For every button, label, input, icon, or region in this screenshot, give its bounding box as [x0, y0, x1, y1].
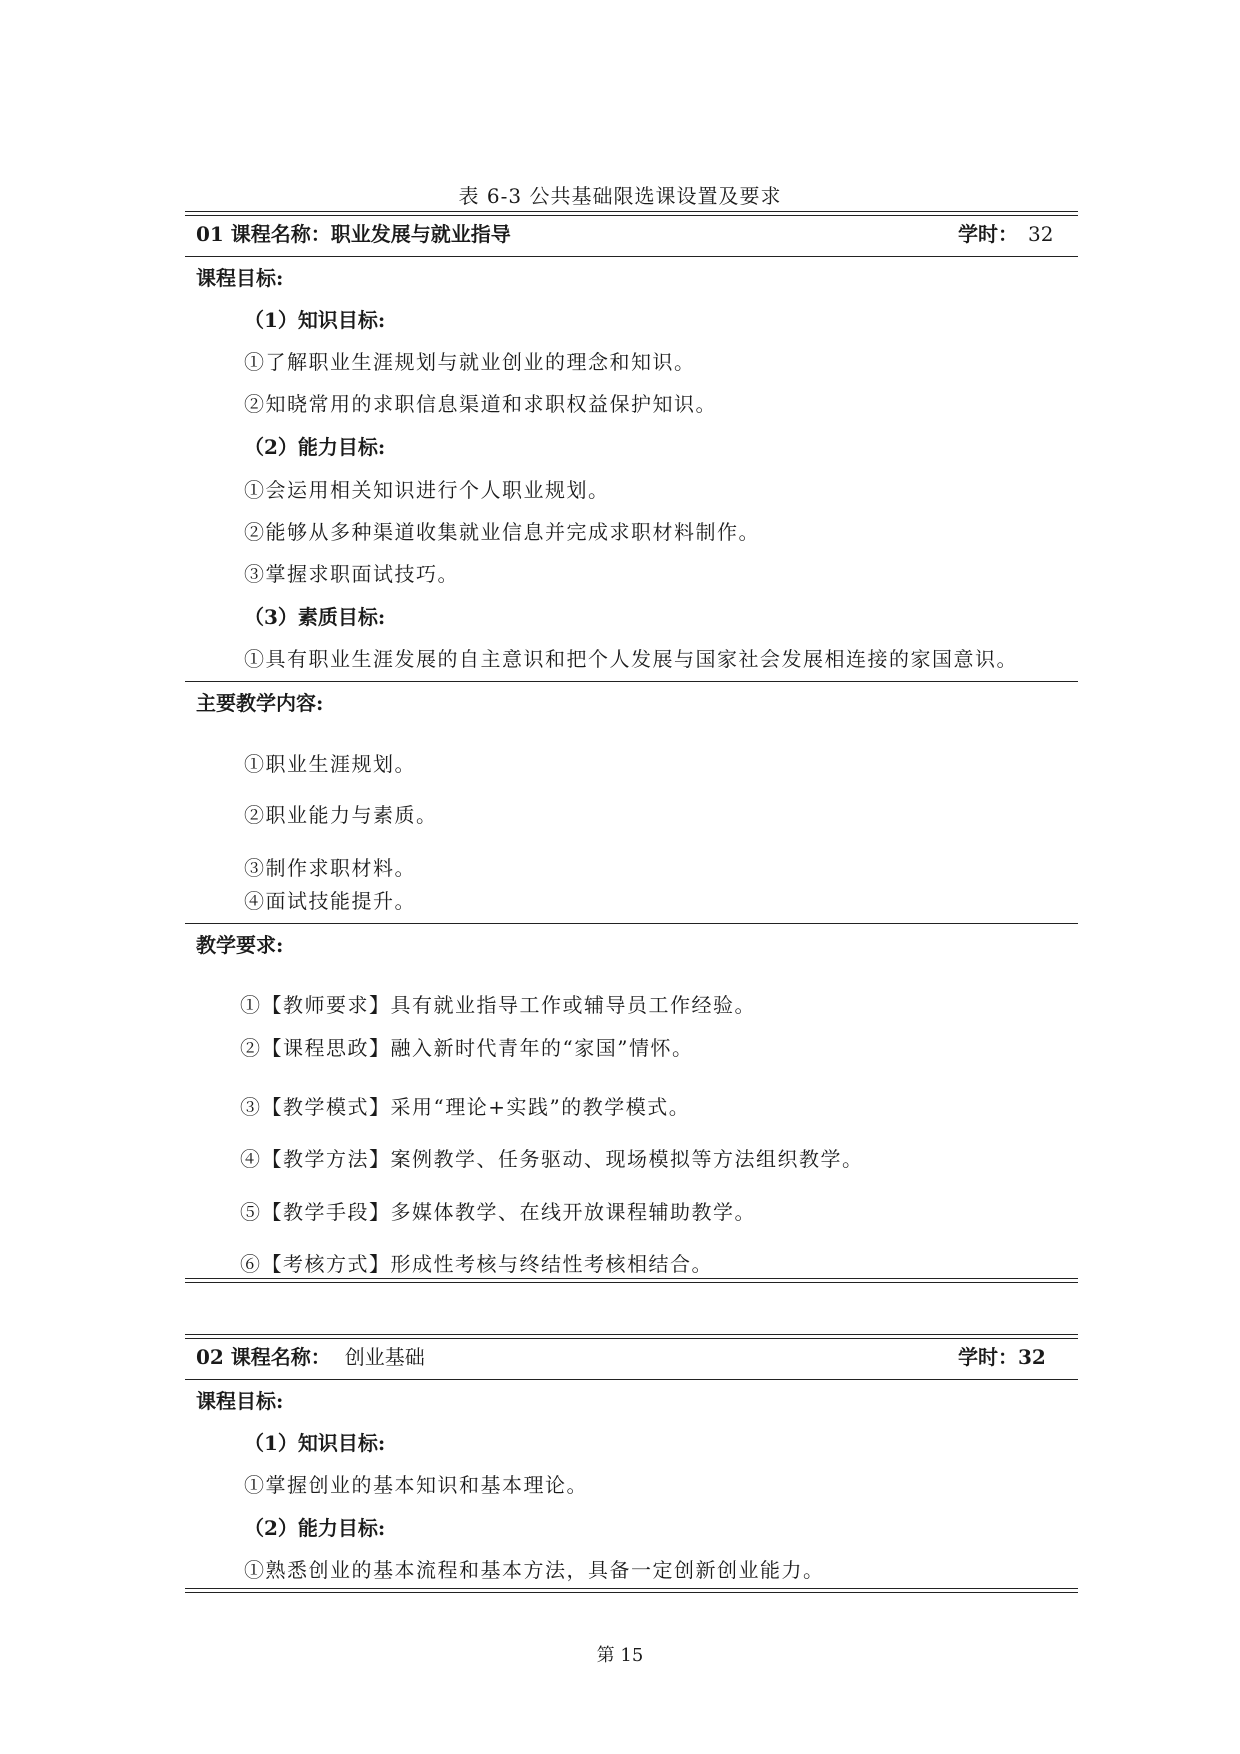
- course1-req-item: ④【教学方法】案例教学、任务驱动、现场模拟等方法组织教学。: [240, 1147, 864, 1171]
- course1-ability-label: （2）能力目标:: [244, 435, 386, 459]
- course2-ability-label: （2）能力目标:: [244, 1516, 386, 1540]
- course1-req-item: ⑥【考核方式】形成性考核与终结性考核相结合。: [240, 1252, 713, 1276]
- table-caption: 表 6-3 公共基础限选课设置及要求: [458, 184, 782, 208]
- course2-goals-label: 课程目标:: [196, 1389, 284, 1413]
- course1-content-item: ②职业能力与素质。: [244, 803, 438, 827]
- course1-req-item: ②【课程思政】融入新时代青年的“家国”情怀。: [240, 1036, 694, 1060]
- course2-knowledge-item: ①掌握创业的基本知识和基本理论。: [244, 1473, 588, 1497]
- course1-content-item: ①职业生涯规划。: [244, 752, 416, 776]
- course1-quality-label: （3）素质目标:: [244, 605, 386, 629]
- table-top-border: [185, 1334, 1078, 1339]
- course1-content-item: ④面试技能提升。: [244, 889, 416, 913]
- divider: [185, 681, 1078, 682]
- course1-ability-item: ②能够从多种渠道收集就业信息并完成求职材料制作。: [244, 520, 760, 544]
- course1-knowledge-label: （1）知识目标:: [244, 308, 386, 332]
- course2-title-prefix: 02 课程名称：: [196, 1345, 331, 1369]
- divider: [185, 1379, 1078, 1380]
- course1-content-item: ③制作求职材料。: [244, 856, 416, 880]
- table-bottom-border: [185, 1588, 1078, 1593]
- course1-hours-value: 32: [1028, 222, 1054, 246]
- page-number: 第 15: [596, 1645, 644, 1666]
- course1-hours: [958, 218, 1053, 247]
- course1-hours-label: 学时：: [958, 222, 1018, 246]
- divider: [185, 923, 1078, 924]
- table-bottom-border: [185, 1278, 1078, 1283]
- course1-req-item: ③【教学模式】采用“理论+实践”的教学模式。: [240, 1095, 691, 1119]
- course2-hours-value: 32: [1018, 1345, 1046, 1369]
- course1-req-item: ⑤【教学手段】多媒体教学、在线开放课程辅助教学。: [240, 1200, 756, 1224]
- course1-req-label: 教学要求:: [196, 933, 284, 957]
- course1-ability-item: ③掌握求职面试技巧。: [244, 562, 459, 586]
- course2-hours-label: 学时：: [958, 1345, 1018, 1369]
- course2-hours: [958, 1341, 1046, 1370]
- course1-title-prefix: 01 课程名称：: [196, 222, 331, 246]
- course2-ability-item: ①熟悉创业的基本流程和基本方法，具备一定创新创业能力。: [244, 1558, 825, 1582]
- course1-title: [196, 218, 511, 247]
- course2-name: 创业基础: [344, 1345, 425, 1369]
- divider: [185, 256, 1078, 257]
- course2-title: [196, 1341, 425, 1370]
- course1-ability-item: ①会运用相关知识进行个人职业规划。: [244, 478, 610, 502]
- course1-req-item: ①【教师要求】具有就业指导工作或辅导员工作经验。: [240, 993, 756, 1017]
- course1-goals-label: 课程目标:: [196, 266, 284, 290]
- course1-quality-item: ①具有职业生涯发展的自主意识和把个人发展与国家社会发展相连接的家国意识。: [244, 647, 1018, 671]
- course1-knowledge-item: ②知晓常用的求职信息渠道和求职权益保护知识。: [244, 392, 717, 416]
- course1-knowledge-item: ①了解职业生涯规划与就业创业的理念和知识。: [244, 350, 696, 374]
- table-top-border: [185, 211, 1078, 216]
- course1-content-label: 主要教学内容:: [196, 691, 324, 715]
- course2-knowledge-label: （1）知识目标:: [244, 1431, 386, 1455]
- course1-name: 职业发展与就业指导: [330, 222, 511, 246]
